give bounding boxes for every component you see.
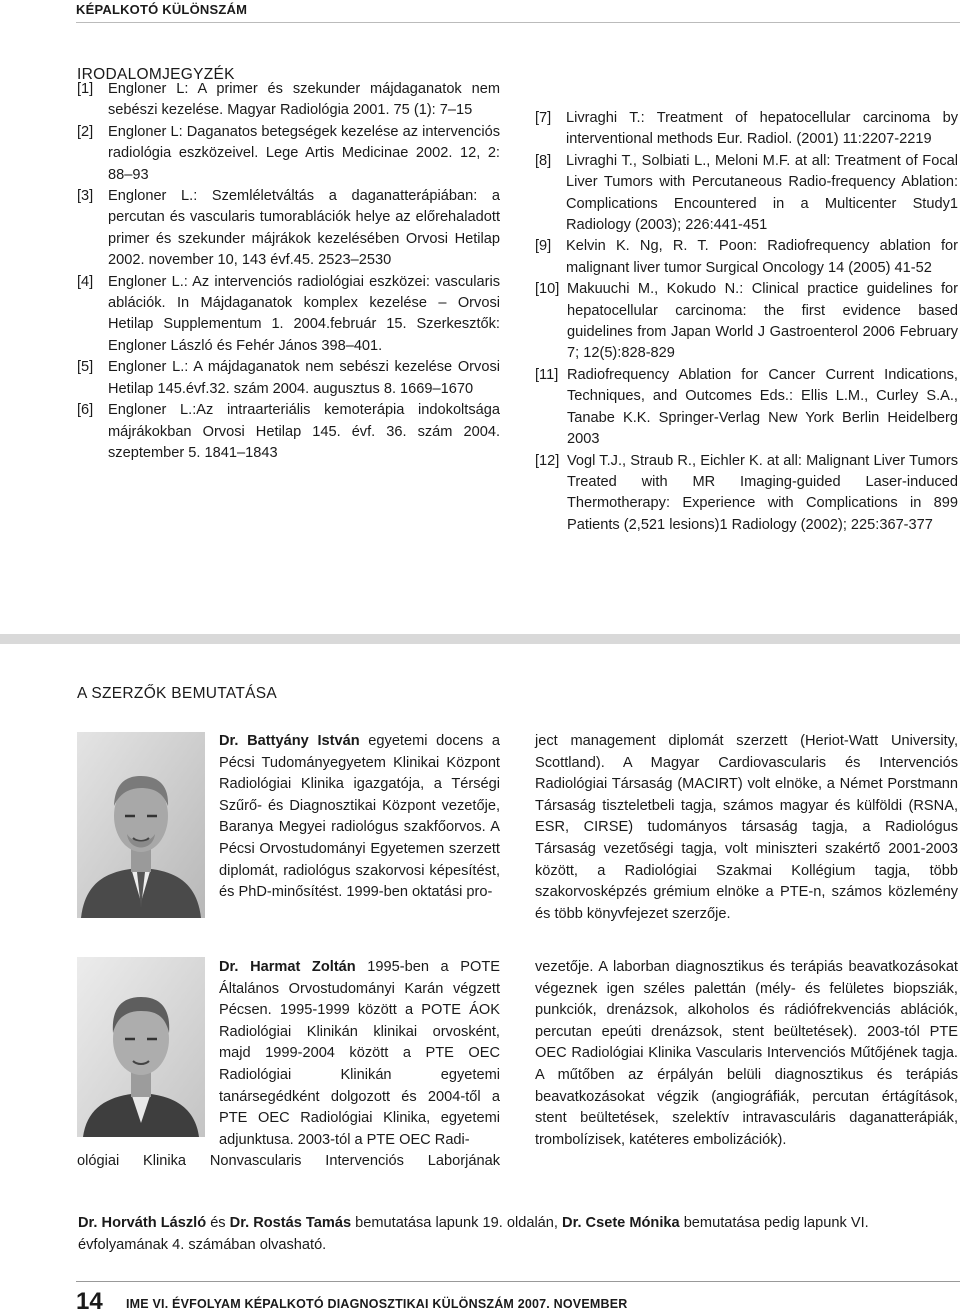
reference-item: [12] Vogl T.J., Straub R., Eichler K. at all: Malignant Liver Tumors Treated with MR Imaging-guided Laser-induced Thermotherapy: Experience with Complications in 899 Patients (2,521 lesions)1 Radiology (2002); 225:367-377	[535, 452, 958, 533]
bio-harmat-col2: vezetője. A laborban diagnosztikus és terápiás beavatkozásokat végeznek igen széles palettán (mély- és felületes biopsziák, punkciók, drenázsok, alkoholos és rádiófrekvenciás ablációk, percutan epeúti drenázsok, stent beültetések). 2003-tól PTE OEC Radiológiai Klinika Vascularis Intervenciós Műtőjének tagja. A műtőben az érpályán belüli diagnosztikus és terápiás beavatkozásokat végzik (angiográfiák, percutan értágítások, stent beültetések, szelektív intravasculáris daganatterápiák, trombolízisek, katéteres embolizációk).	[535, 959, 958, 1148]
bio-name-prefix: Dr.	[219, 733, 248, 749]
reference-item: [9] Kelvin K. Ng, R. T. Poon: Radiofrequency ablation for malignant liver tumor Surgical Oncology 14 (2005) 41-52	[535, 238, 958, 276]
page-number: 14	[76, 1288, 103, 1315]
reference-item: [8] Livraghi T., Solbiati L., Meloni M.F. at all: Treatment of Focal Liver Tumors with Percutaneous Radio-frequency Ablation: Complications Encountered in a Multicenter Study1 Radiology (2003); 226:441-451	[535, 152, 958, 234]
bio-battyany-col2: ject management diplomát szerzett (Heriot-Watt University, Scottland). A Magyar Cardiovascularis és Intervenciós Radiológiai Társaság (MACIRT) volt elnöke, a Német Porstmann Társaság tiszteletbeli tagja, számos magyar és külföldi (RSNA, ESR, CIRSE) tudományos társaság tagja, a Radiológus Társaság vezetőségi tagja, volt miniszteri szakértő 2001-2003 között, a Radiológiai Szakmai Kollégium tagja, több szakorvosképzés grémium elnöke a PTE-n, számos közlemény és több könyvfejezet szerzője.	[535, 733, 958, 922]
reference-item: [11] Radiofrequency Ablation for Cancer Current Indications, Techniques, and Outcomes Eds.: Ellis L.M., Curley S.A., Tanabe K.K. Springer-Verlag New York Berlin Heidelberg 2003	[535, 366, 958, 448]
reference-item: [7] Livraghi T.: Treatment of hepatocellular carcinoma by interventional methods Eur. Radiol. (2001) 11:2207-2219	[535, 110, 958, 148]
journal-footer: IME VI. ÉVFOLYAM KÉPALKOTÓ DIAGNOSZTIKAI KÜLÖNSZÁM 2007. NOVEMBER	[126, 1297, 628, 1311]
author-photo-battyany	[77, 732, 205, 918]
references-title: IRODALOMJEGYZÉK	[77, 66, 235, 83]
bio-text: 1995-ben a POTE Általános Orvostudományi Karán végzett Pécsen. 1995-1999 között a POTE ÁOK Radiológiai Klinikán klinikai orvosként, majd 1999-2004 között a PTE OEC Radiológiai Klinikán egyetemi tanársegédként dolgozott és 2004-től a PTE OEC Radiológiai Klinika, egyetemi adjunktusa. 2003-tól a PTE OEC Radi-	[219, 959, 500, 1148]
running-header: KÉPALKOTÓ KÜLÖNSZÁM	[76, 2, 248, 17]
reference-item: [4] Engloner L.: Az intervenciós radiológiai eszközei: vascularis ablációk. In Májdaganatok komplex kezelése – Orvosi Hetilap Supplementum 1. 2004.február 15. Szerkesztők: Engloner László és Fehér János 398–401.	[77, 273, 500, 354]
authors-note: Dr. Horváth László és Dr. Rostás Tamás bemutatása lapunk 19. oldalán, Dr. Csete Mónika bemutatása pedig lapunk VI. évfolyamának 4. számában olvasható.	[78, 1215, 869, 1253]
bio-text: egyetemi docens a Pécsi Tudományegyetem Klinikai Központ Radiológiai Klinika igazgatója, a Térségi Szűrő- és Diagnosztikai Központ vezetője, Baranya Megyei radiológus szakfőorvos. A Pécsi Orvostudományi Egyetemen szerzett diplomát, radiológus szakorvosi képesítést, és PhD-minősítést. 1999-ben oktatási pro-	[219, 733, 500, 901]
author-photo-harmat	[77, 957, 205, 1137]
reference-item: [10] Makuuchi M., Kokudo N.: Clinical practice guidelines for hepatocellular carcinoma: the first evidence based guidelines from Japan World J Gastroenterol 2006 February 7; 12(5):828-829	[535, 281, 958, 362]
bio-harmat-col1-tail: ológiai Klinika Nonvascularis Intervenciós Laborjának	[77, 1153, 500, 1169]
bio-harmat-col1	[219, 957, 500, 1151]
bio-name-prefix: Dr.	[219, 959, 251, 975]
bio-author-name: Battyány István	[247, 733, 360, 749]
bio-battyany-col1	[219, 731, 500, 904]
reference-item: [1] Engloner L: A primer és szekunder májdaganatok nem sebészi kezelése. Magyar Radiológia 2001. 75 (1): 7–15	[77, 81, 500, 119]
bio-author-name: Harmat Zoltán	[250, 959, 356, 975]
reference-item: [5] Engloner L.: A májdaganatok nem sebészi kezelése Orvosi Hetilap 145.évf.32. szám 2004. augusztus 8. 1669–1670	[77, 359, 500, 397]
section-divider-band	[0, 634, 960, 644]
references-left-column	[77, 79, 500, 464]
reference-item: [3] Engloner L.: Szemléletváltás a daganatterápiában: a percutan és vascularis tumorablációk helye az előrehaladott primer és szekunder májrákok kezelésében Orvosi Hetilap 2002. november 10, 143 évf.45. 2523–2530	[77, 188, 500, 269]
reference-item: [2] Engloner L: Daganatos betegségek kezelése az intervenciós radiológia eszközeivel. Lege Artis Medicinae 2002. 12, 2: 88–93	[77, 123, 500, 183]
authors-title: A SZERZŐK BEMUTATÁSA	[77, 685, 278, 702]
header-rule	[76, 22, 960, 23]
footer-rule	[76, 1281, 960, 1282]
reference-item: [6] Engloner L.:Az intraarteriális kemoterápia indokoltsága májrákokban Orvosi Hetilap 145. évf. 36. szám 2004. szeptember 5. 1841–1843	[77, 402, 500, 461]
references-right-column	[535, 108, 958, 536]
